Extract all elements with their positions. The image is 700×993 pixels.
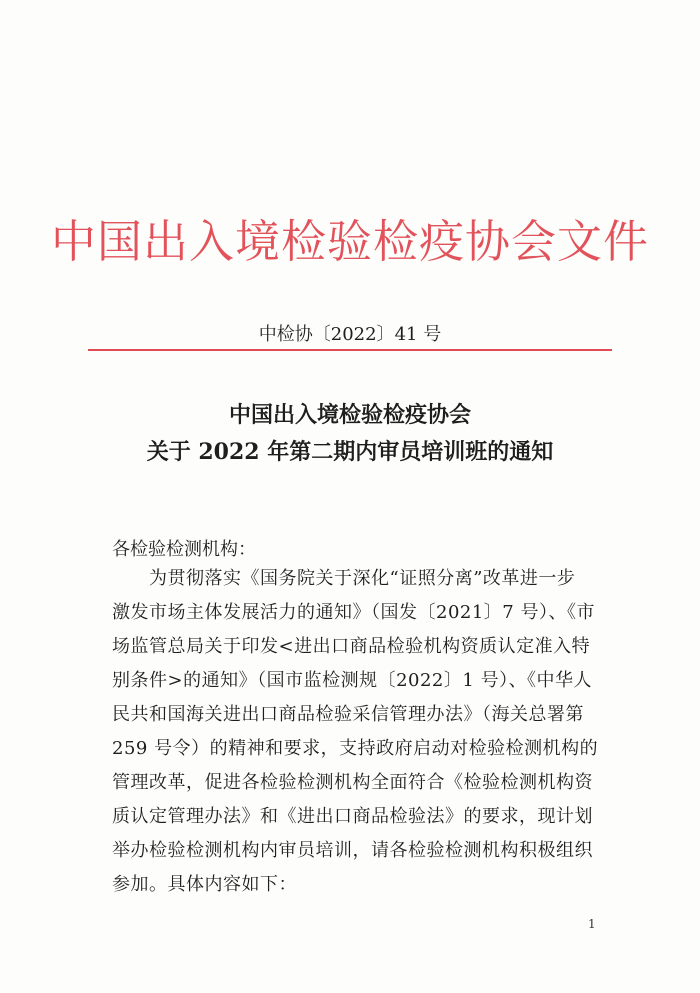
body-line: 参加。具体内容如下： bbox=[112, 874, 297, 895]
notice-title-line-2: 关于 2022 年第二期内审员培训班的通知 bbox=[146, 439, 554, 465]
body-line: 259 号令）的精神和要求，支持政府启动对检验检测机构的 bbox=[112, 738, 599, 759]
body-line: 民共和国海关进出口商品检验采信管理办法》（海关总署第 bbox=[112, 704, 584, 725]
page-number: 1 bbox=[588, 917, 596, 931]
body-line: 场监管总局关于印发<进出口商品检验机构资质认定准入特 bbox=[112, 636, 591, 657]
document-number: 中检协〔2022〕41 号 bbox=[258, 324, 442, 345]
salutation: 各检验检测机构： bbox=[112, 539, 256, 560]
body-line: 举办检验检测机构内审员培训，请各检验检测机构积极组织 bbox=[112, 840, 593, 861]
body-line: 别条件>的通知》（国市监检测规〔2022〕1 号）、《中华人 bbox=[112, 670, 593, 691]
body-line: 激发市场主体发展活力的通知》（国发〔2021〕7 号）、《市 bbox=[112, 602, 595, 623]
notice-title bbox=[0, 397, 700, 471]
body-line: 质认定管理办法》和《进出口商品检验法》的要求，现计划 bbox=[112, 806, 593, 827]
body-paragraph bbox=[112, 562, 612, 902]
red-divider-line bbox=[88, 349, 612, 351]
body-line: 管理改革，促进各检验检测机构全面符合《检验检测机构资 bbox=[112, 772, 593, 793]
issuer-header-title: 中国出入境检验检疫协会文件 bbox=[50, 215, 649, 268]
body-line: 为贯彻落实《国务院关于深化“证照分离”改革进一步 bbox=[112, 568, 576, 589]
notice-title-line-1: 中国出入境检验检疫协会 bbox=[228, 402, 471, 428]
